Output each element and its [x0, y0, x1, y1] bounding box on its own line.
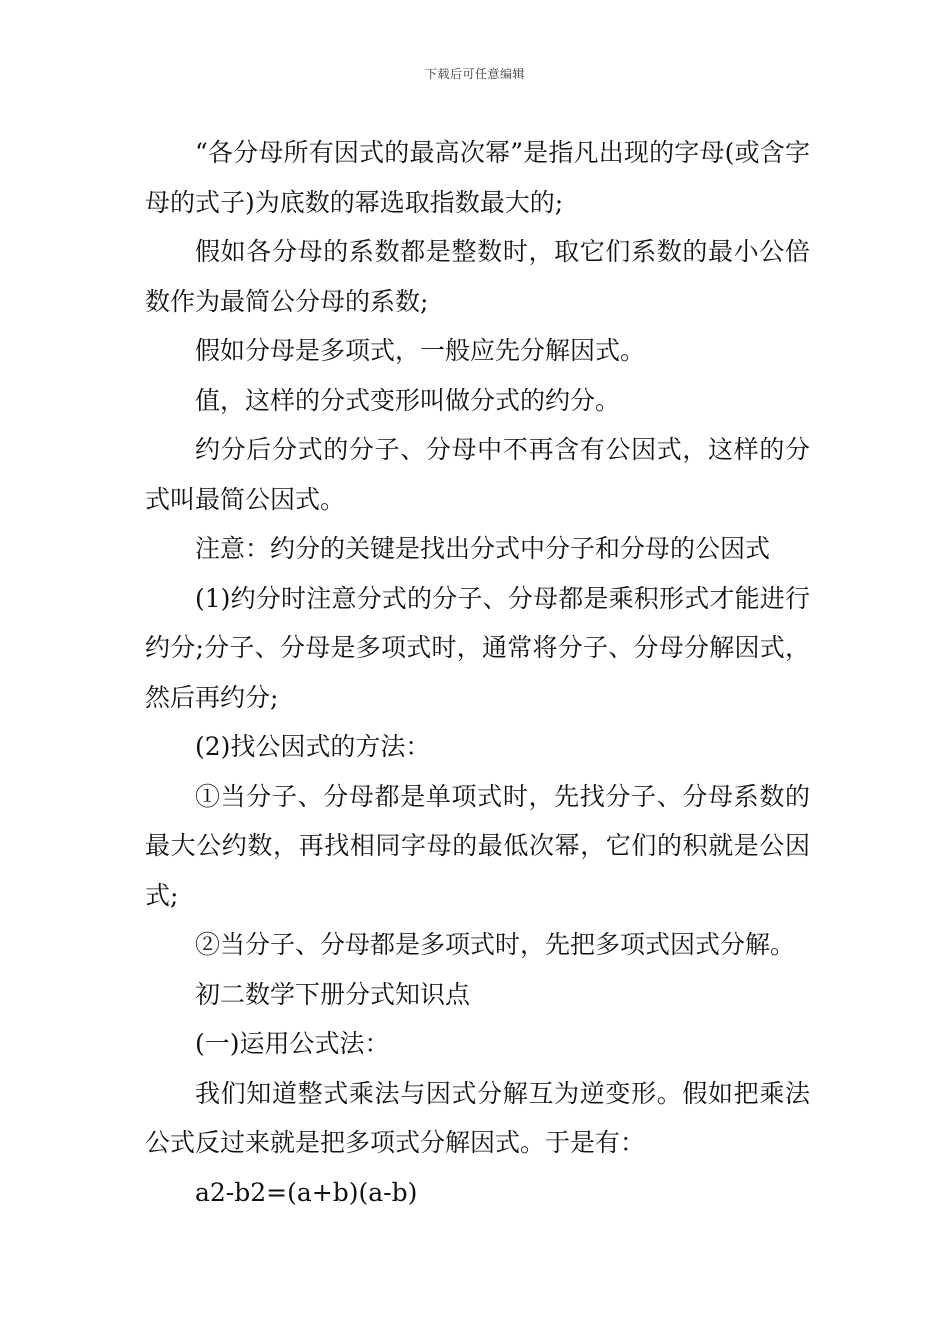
section-heading: 初二数学下册分式知识点: [195, 979, 471, 1009]
paragraph-2: 假如各分母的系数都是整数时，取它们系数的最小公倍数作为最简公分母的系数;: [145, 237, 810, 316]
paragraph-4: 值，这样的分式变形叫做分式的约分。: [195, 385, 621, 415]
paragraph-13: 我们知道整式乘法与因式分解互为逆变形。假如把乘法公式反过来就是把多项式分解因式。于是有：: [145, 1078, 810, 1157]
paragraph-12: (一)运用公式法：: [195, 1029, 390, 1058]
paragraph-10: ②当分子、分母都是多项式时，先把多项式因式分解。: [195, 930, 796, 959]
paragraph-5: 约分后分式的分子、分母中不再含有公因式，这样的分式叫最简公因式。: [145, 435, 810, 514]
paragraph-9: ①当分子、分母都是单项式时，先找分子、分母系数的最大公约数，再找相同字母的最低次幂，它们的积就是公因式;: [145, 781, 810, 910]
formula-line: a2-b2=(a+b)(a-b): [195, 1177, 418, 1207]
paragraph-1: “各分母所有因式的最高次幂”是指凡出现的字母(或含字母的式子)为底数的幂选取指数最大的;: [145, 138, 810, 217]
paragraph-3: 假如分母是多项式，一般应先分解因式。: [195, 336, 646, 365]
page-header: 下载后可任意编辑: [424, 67, 525, 81]
document-body: [145, 128, 810, 1217]
paragraph-7: (1)约分时注意分式的分子、分母都是乘积形式才能进行约分;分子、分母是多项式时，通常将分子、分母分解因式，然后再约分;: [145, 583, 810, 712]
paragraph-6: 注意：约分的关键是找出分式中分子和分母的公因式: [195, 534, 771, 563]
paragraph-8: (2)找公因式的方法：: [195, 732, 431, 761]
